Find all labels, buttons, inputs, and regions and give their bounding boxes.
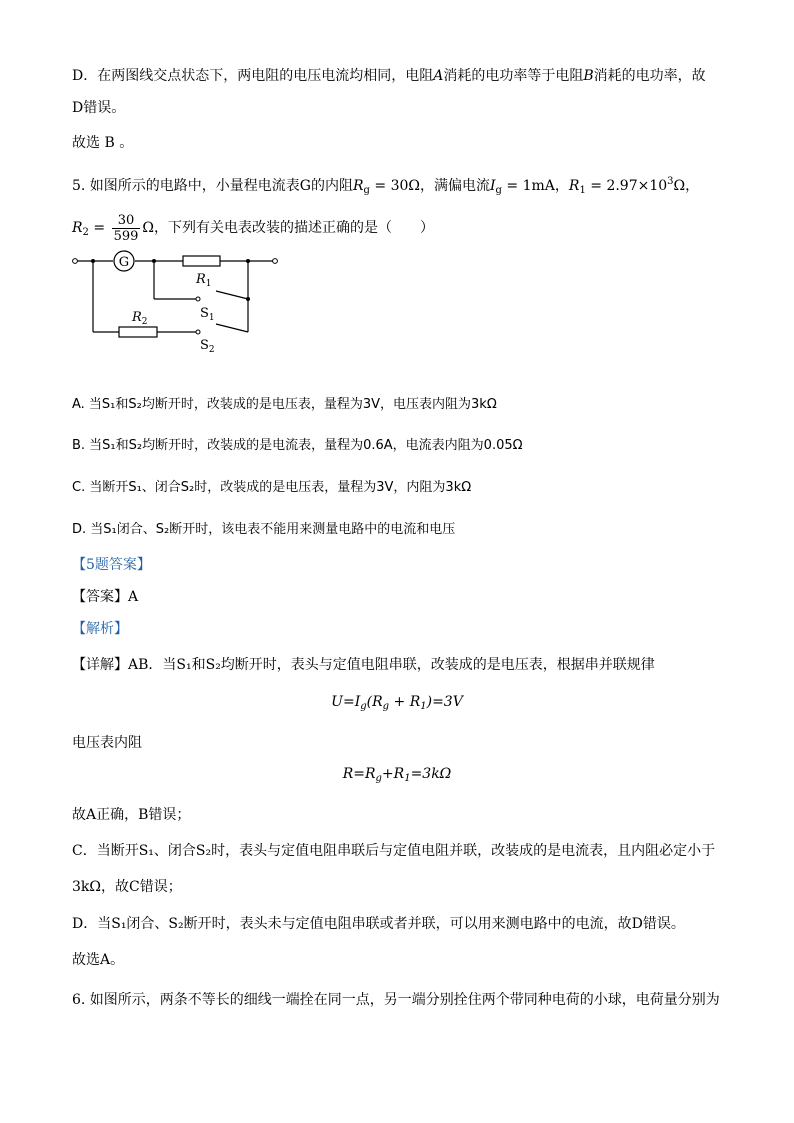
formula-r: $R=R_g+R_1=3k\Omega$ xyxy=(342,766,452,784)
q5-stem-line2: $R_2$ = $\frac{30}{599}$ Ω，下列有关电表改装的描述正确的是（ ） xyxy=(72,212,434,244)
ab-conclusion: 故A正确，B错误； xyxy=(72,807,191,823)
d-analysis: D．当S₁闭合、S₂断开时，表头未与定值电阻串联或者并联，可以用来测电路中的电流，故D错误。 xyxy=(72,916,685,932)
c-analysis-line2: 3kΩ，故C错误； xyxy=(72,879,182,895)
junction-right-top xyxy=(246,259,250,263)
resistor-r1 xyxy=(183,256,220,266)
c-analysis-line1: C．当断开S₁、闭合S₂时，表头与定值电阻串联后与定值电阻并联，改装成的是电流表，且内阻必定小于 xyxy=(72,843,716,859)
option-c: C. 当断开S₁、闭合S₂时，改装成的是电压表，量程为3V，内阻为3kΩ xyxy=(72,480,472,495)
resistor-r2 xyxy=(119,327,157,337)
label-r2: $R_2$ xyxy=(132,310,148,327)
answer-tag: 【5题答案】 xyxy=(72,557,151,573)
prev-d-line2: D错误。 xyxy=(72,100,126,116)
final-choice: 故选A。 xyxy=(72,952,125,968)
option-a: A. 当S₁和S₂均断开时，改装成的是电压表，量程为3V，电压表内阻为3kΩ xyxy=(72,397,497,412)
analysis-tag: 【解析】 xyxy=(72,621,128,637)
detail-ab: 【详解】AB．当S₁和S₂均断开时，表头与定值电阻串联，改装成的是电压表，根据串并联规律 xyxy=(72,657,655,673)
junction-middle xyxy=(152,259,156,263)
voltmeter-resistance-label: 电压表内阻 xyxy=(72,735,142,751)
galvanometer-symbol xyxy=(114,251,134,271)
q5-stem-line1: 5. 如图所示的电路中，小量程电流表G的内阻$R_g = 30\Omega$，满偏电流$I_g = 1mA$，$R_1 = 2.97\times 10^3\Omega$， xyxy=(72,176,700,196)
terminal-right xyxy=(273,259,278,264)
option-d: D. 当S₁闭合、S₂断开时，该电表不能用来测量电路中的电流和电压 xyxy=(72,522,456,537)
prev-choose: 故选 B 。 xyxy=(72,135,134,151)
answer-line: 【答案】A xyxy=(72,589,139,605)
prev-d-line1: D．在两图线交点状态下，两电阻的电压电流均相同，电阻A消耗的电功率等于电阻B消耗的电功率，故 xyxy=(72,68,706,84)
circuit-diagram xyxy=(70,250,285,355)
label-r1: $R_1$ xyxy=(196,272,212,289)
formula-u: $U=I_g(R_g + R_1)=3V$ xyxy=(331,694,463,712)
option-b: B. 当S₁和S₂均断开时，改装成的是电流表，量程为0.6A，电流表内阻为0.05Ω xyxy=(72,438,523,453)
junction-left xyxy=(91,259,95,263)
label-s1: $S_1$ xyxy=(200,306,215,323)
svg-text:G: G xyxy=(118,255,130,270)
q6-stem: 6. 如图所示，两条不等长的细线一端拴在同一点，另一端分别拴住两个带同种电荷的小球，电荷量分别为 xyxy=(72,992,720,1008)
junction-right-mid xyxy=(246,297,250,301)
r2-fraction: $\frac{30}{599}$ xyxy=(113,212,139,244)
terminal-left xyxy=(73,259,78,264)
label-s2: $S_2$ xyxy=(200,338,215,355)
switch-s2-pivot xyxy=(196,330,200,334)
switch-s1-pivot xyxy=(196,297,200,301)
